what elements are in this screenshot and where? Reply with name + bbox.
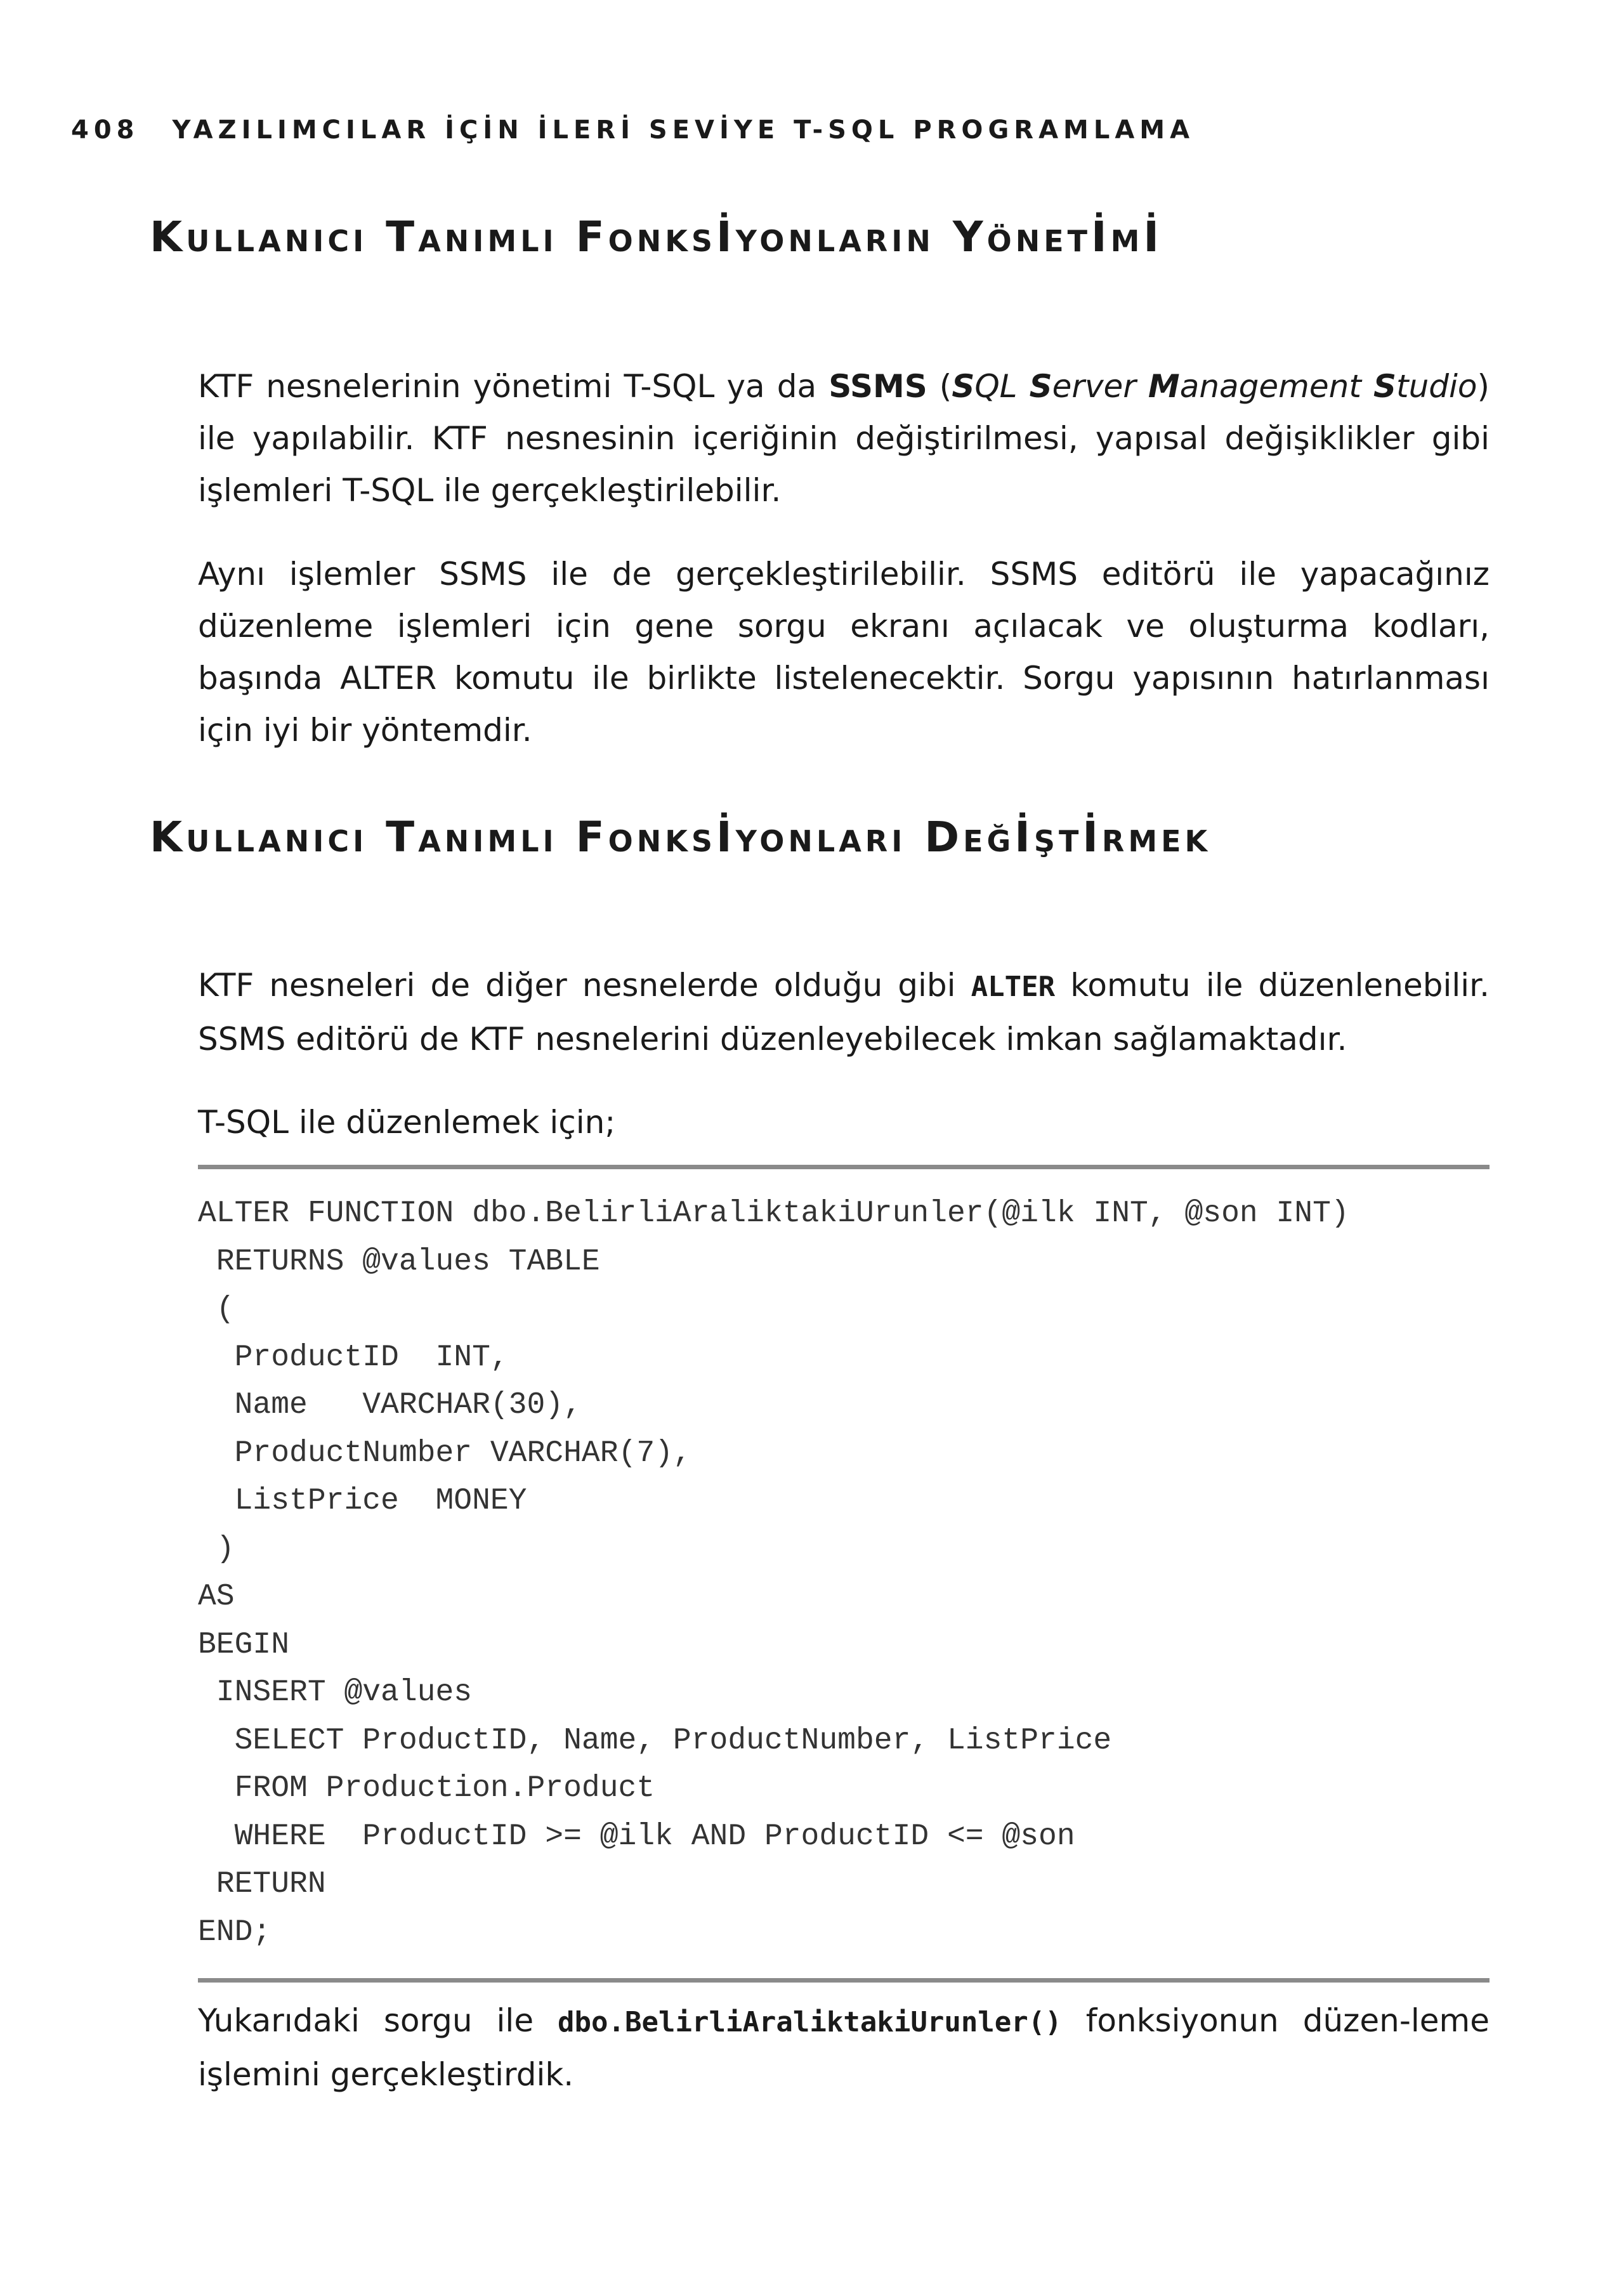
code-line: Name VARCHAR(30),	[198, 1388, 582, 1422]
inline-code-alter: ALTER	[971, 971, 1056, 1003]
code-line: ProductID INT,	[198, 1340, 509, 1375]
paragraph-conclusion	[198, 1995, 1490, 2101]
text-run: (	[927, 368, 952, 405]
text-run-italic: erver	[1052, 368, 1148, 405]
code-line: BEGIN	[198, 1627, 290, 1662]
text-run-bold-italic: M	[1148, 368, 1180, 405]
code-block	[198, 1190, 1490, 1957]
section-title-yonetimi: Kullanıcı Tanımlı Fonksİyonların Yönetİmİ	[150, 213, 1163, 261]
code-line: RETURNS @values TABLE	[198, 1244, 600, 1279]
inline-code-function-name: dbo.BelirliAraliktakiUrunler()	[558, 2006, 1062, 2038]
code-block-bottom-rule	[198, 1978, 1490, 1983]
code-line: )	[198, 1531, 235, 1566]
text-run: KTF nesneleri de diğer nesnelerde olduğu gibi	[198, 967, 971, 1004]
text-run-bold: SSMS	[828, 368, 927, 405]
code-line: ProductNumber VARCHAR(7),	[198, 1436, 691, 1471]
section-title-degistirmek: Kullanıcı Tanımlı Fonksİyonları Değİştİrmek	[150, 813, 1212, 862]
text-run-bold-italic: S	[1029, 368, 1052, 405]
code-line: INSERT @values	[198, 1675, 473, 1710]
code-line: FROM Production.Product	[198, 1771, 655, 1806]
code-line: ALTER FUNCTION dbo.BelirliAraliktakiUrunler(@ilk INT, @son INT)	[198, 1197, 1349, 1231]
text-run-italic: QL	[974, 368, 1030, 405]
paragraph-ktf-management	[198, 360, 1490, 516]
text-run: ) ile yapılabilir. KTF nesnesinin içeriğinin değiştirilmesi, yapısal değişiklikler gibi işlemleri T-SQL ile gerçekleştirilebilir.	[198, 368, 1490, 509]
code-line: (	[198, 1292, 235, 1327]
text-run-italic: anagement	[1179, 368, 1373, 405]
code-line: WHERE ProductID >= @ilk AND ProductID <= @son	[198, 1819, 1075, 1854]
text-run: Yukarıdaki sorgu ile	[198, 2002, 558, 2039]
running-header	[71, 115, 1195, 145]
text-run: komutu ile düzenlenebilir. SSMS editörü de KTF nesnelerini düzenleyebilecek imkan sağlamaktadır.	[198, 967, 1490, 1058]
paragraph-alter-command	[198, 959, 1490, 1065]
code-line: END;	[198, 1915, 272, 1950]
text-run-bold-italic: S	[952, 368, 975, 405]
page-number: 408	[71, 115, 140, 145]
paragraph-ssms-editor: Aynı işlemler SSMS ile de gerçekleştirilebilir. SSMS editörü ile yapacağınız düzenleme işlemleri için gene sorgu ekranı açılacak ve oluşturma kodları, başında ALTER komutu ile birlikte listelenecektir. Sorgu yapısının hatırlanması için iyi bir yöntemdir.	[198, 556, 1490, 749]
code-line: AS	[198, 1580, 235, 1614]
code-line: ListPrice MONEY	[198, 1484, 527, 1518]
text-run: KTF nesnelerinin yönetimi T-SQL ya da	[198, 368, 829, 405]
code-line: SELECT ProductID, Name, ProductNumber, ListPrice	[198, 1723, 1112, 1758]
book-title: YAZILIMCILAR İÇİN İLERİ SEVİYE T-SQL PROGRAMLAMA	[172, 115, 1195, 145]
paragraph-tsql-intro: T-SQL ile düzenlemek için;	[198, 1104, 616, 1141]
code-line: RETURN	[198, 1867, 326, 1901]
code-block-top-rule	[198, 1165, 1490, 1169]
text-run-italic: tudio	[1396, 368, 1477, 405]
text-run-bold-italic: S	[1373, 368, 1396, 405]
text-run: fonksiyonun düzen-leme işlemini gerçekleştirdik.	[198, 2002, 1490, 2093]
